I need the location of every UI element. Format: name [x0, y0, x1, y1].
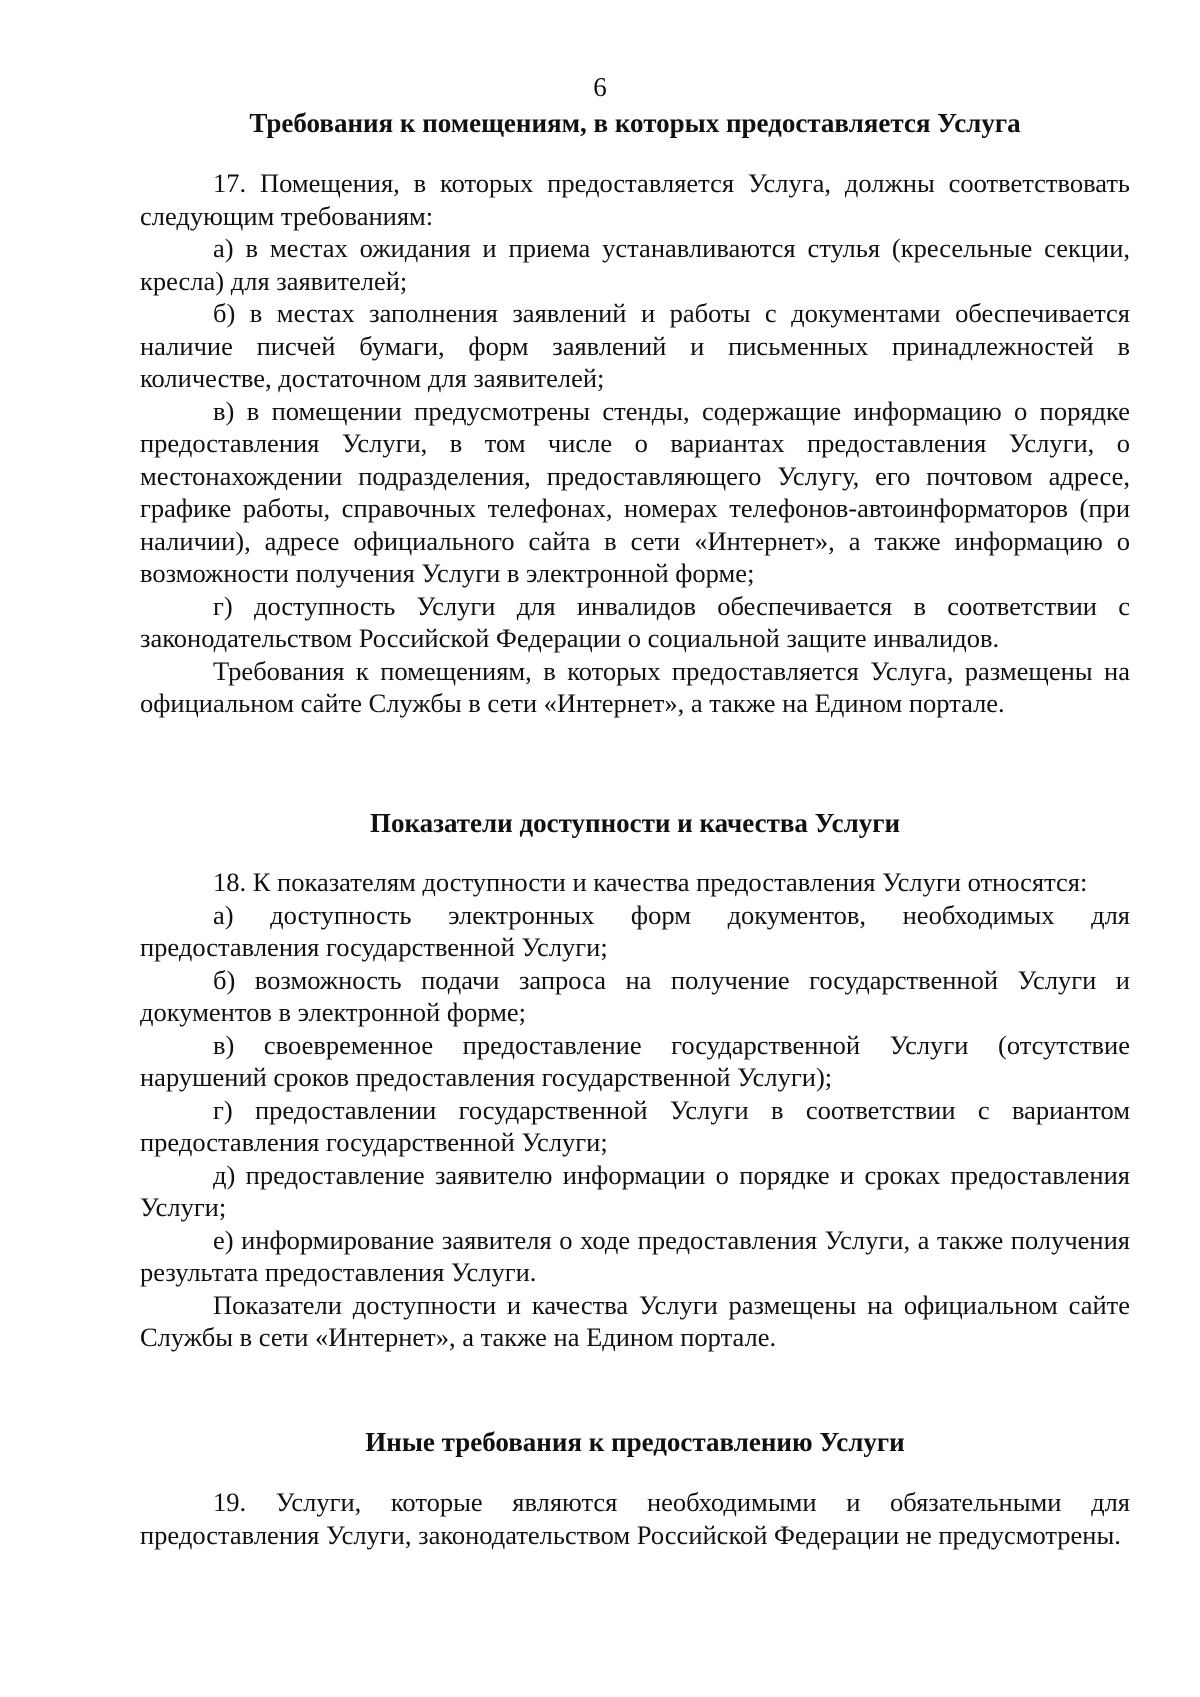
- paragraph: 17. Помещения, в которых предоставляется Услуга, должны соответствовать следующим требованиям:: [140, 168, 1130, 231]
- page-number: 6: [593, 72, 607, 102]
- section-body: [140, 167, 1130, 720]
- paragraph: б) возможность подачи запроса на получение государственной Услуги и документов в электронной форме;: [140, 964, 1130, 1027]
- paragraph: в) в помещении предусмотрены стенды, содержащие информацию о порядке предоставления Услуги, в том числе о вариантах предоставления Услуги, о местонахождении подразделения, предоставляющего Услугу, его почтовом адресе, графике работы, справочных телефонах, номерах телефонов-автоинформаторов (при наличии), адресе официального сайта в сети «Интернет», а также информацию о возможности получения Услуги в электронной форме;: [140, 395, 1130, 588]
- paragraph: е) информирование заявителя о ходе предоставления Услуги, а также получения результата предоставления Услуги.: [140, 1224, 1130, 1287]
- paragraph: а) в местах ожидания и приема устанавливаются стулья (кресельные секции, кресла) для заявителей;: [140, 233, 1130, 296]
- section-body: [140, 866, 1130, 1354]
- paragraph: г) предоставлении государственной Услуги в соответствии с вариантом предоставления государственной Услуги;: [140, 1094, 1130, 1157]
- paragraph: б) в местах заполнения заявлений и работы с документами обеспечивается наличие писчей бумаги, форм заявлений и письменных принадлежностей в количестве, достаточном для заявителей;: [140, 298, 1130, 393]
- section-heading: Требования к помещениям, в которых предоставляется Услуга: [249, 108, 1021, 138]
- paragraph: 19. Услуги, которые являются необходимыми и обязательными для предоставления Услуги, законодательством Российской Федерации не предусмотрены.: [140, 1487, 1130, 1550]
- paragraph: в) своевременное предоставление государственной Услуги (отсутствие нарушений сроков предоставления государственной Услуги);: [140, 1029, 1130, 1092]
- paragraph: а) доступность электронных форм документов, необходимых для предоставления государственной Услуги;: [140, 899, 1130, 962]
- paragraph: Требования к помещениям, в которых предоставляется Услуга, размещены на официальном сайте Службы в сети «Интернет», а также на Едином портале.: [140, 655, 1130, 718]
- paragraph: г) доступность Услуги для инвалидов обеспечивается в соответствии с законодательством Российской Федерации о социальной защите инвалидов.: [140, 590, 1130, 653]
- section-heading: Иные требования к предоставлению Услуги: [365, 1427, 905, 1457]
- section-body: [140, 1486, 1130, 1551]
- paragraph: д) предоставление заявителю информации о порядке и сроках предоставления Услуги;: [140, 1159, 1130, 1222]
- paragraph: 18. К показателям доступности и качества предоставления Услуги относятся:: [213, 867, 1088, 897]
- section-heading: Показатели доступности и качества Услуги: [369, 808, 901, 838]
- paragraph: Показатели доступности и качества Услуги размещены на официальном сайте Службы в сети «Интернет», а также на Едином портале.: [140, 1289, 1130, 1352]
